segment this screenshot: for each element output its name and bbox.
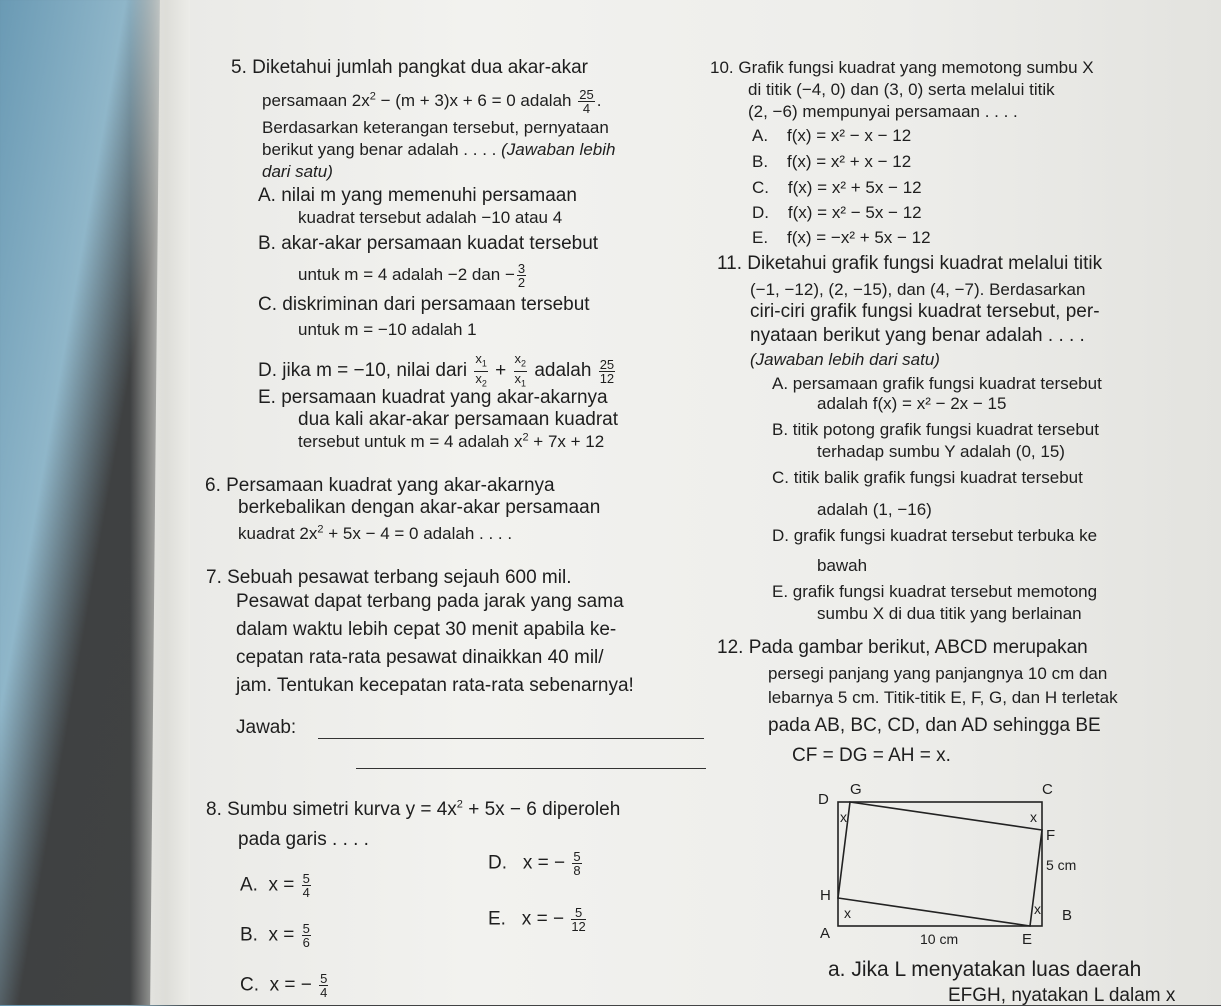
q12-line5: CF = DG = AH = x. (792, 745, 951, 766)
label-a: A (820, 925, 831, 942)
page-edge-shadow (130, 0, 190, 1005)
answer-line-2 (356, 768, 706, 769)
q10-option-a: A. f(x) = x² − x − 12 (752, 126, 912, 145)
label-f: F (1046, 827, 1056, 844)
q10-line2: di titik (−4, 0) dan (3, 0) serta melalui titik (748, 80, 1055, 99)
q8-option-c: C. x = − $\frac{5}{4}$ (240, 971, 328, 1000)
q10-line1: 10. Grafik fungsi kuadrat yang memotong sumbu X (710, 58, 1094, 77)
q7-line1: 7. Sebuah pesawat terbang sejauh 600 mil. (206, 567, 572, 588)
rectangle-efgh-figure (810, 780, 1080, 950)
q8-line1: 8. Sumbu simetri kurva $y = 4x^2 + 5x - 6$ diperoleh (206, 798, 621, 820)
q12-line4: pada AB, BC, CD, dan AD sehingga BE (768, 715, 1101, 736)
q5-option-d: D. jika m = −10, nilai dari $\frac{x_1}{x_2}$ + $\frac{x_2}{x_1}$ adalah $\frac{25}{12}$ (258, 351, 615, 389)
label-length: 10 cm (920, 931, 959, 947)
q10-option-d: D. f(x) = x² − 5x − 12 (752, 203, 922, 222)
q5-line4: berikut yang benar adalah . . . . (Jawaban lebih (262, 140, 616, 159)
q5-option-c-line2: untuk m = −10 adalah 1 (298, 320, 477, 339)
q11-option-b-line2: terhadap sumbu Y adalah (0, 15) (817, 442, 1065, 461)
label-x-bottom: x (1034, 901, 1041, 917)
q5-line5: dari satu) (262, 162, 333, 181)
label-x-right: x (1030, 809, 1037, 825)
q5-option-a-line1: A. nilai m yang memenuhi persamaan (258, 185, 577, 206)
label-x-left: x (844, 905, 851, 921)
label-d: D (818, 791, 829, 808)
q12-part-a-line2: EFGH, nyatakan L dalam x (948, 985, 1176, 1006)
q11-line1: 11. Diketahui grafik fungsi kuadrat melalui titik (717, 253, 1103, 274)
label-h: H (820, 887, 831, 904)
q11-option-d-line2: bawah (817, 556, 868, 575)
q11-option-a-line1: A. persamaan grafik fungsi kuadrat tersebut (772, 374, 1102, 393)
q12-line2: persegi panjang yang panjangnya 10 cm dan (768, 664, 1108, 683)
label-e: E (1022, 931, 1033, 948)
answer-line-1 (318, 738, 704, 739)
q10-option-e: E. f(x) = −x² + 5x − 12 (752, 228, 931, 247)
q6-line2: berkebalikan dengan akar-akar persamaan (238, 497, 601, 518)
q7-line3: dalam waktu lebih cepat 30 menit apabila ke- (236, 619, 617, 640)
label-g: G (850, 781, 862, 798)
q11-option-a-line2: adalah f(x) = x² − 2x − 15 (817, 394, 1007, 413)
q6-line3: kuadrat $2x^2 + 5x - 4 = 0$ adalah . . . . (238, 523, 513, 543)
q5-line3: Berdasarkan keterangan tersebut, pernyataan (262, 118, 609, 137)
q8-option-b: B. x = $\frac{5}{6}$ (240, 921, 310, 950)
label-b: B (1062, 907, 1073, 924)
q8-line2: pada garis . . . . (238, 829, 369, 850)
q11-line2: (−1, −12), (2, −15), dan (4, −7). Berdasarkan (750, 280, 1086, 299)
q11-line3: ciri-ciri grafik fungsi kuadrat tersebut, per- (750, 301, 1100, 322)
q5-option-a-line2: kuadrat tersebut adalah −10 atau 4 (298, 208, 563, 227)
q6-line1: 6. Persamaan kuadrat yang akar-akarnya (205, 475, 555, 496)
q10-option-c: C. f(x) = x² + 5x − 12 (752, 178, 922, 197)
q5-option-e-line3: tersebut untuk m = 4 adalah $x^2 + 7x + 12$ (298, 431, 605, 451)
q5-option-e-line1: E. persamaan kuadrat yang akar-akarnya (258, 387, 608, 408)
q7-line4: cepatan rata-rata pesawat dinaikkan 40 mil/ (236, 647, 604, 668)
q11-line4: nyataan berikut yang benar adalah . . . . (750, 325, 1085, 346)
q10-line3: (2, −6) mempunyai persamaan . . . . (748, 102, 1018, 121)
q11-option-e-line2: sumbu X di dua titik yang berlainan (817, 604, 1082, 623)
rectangle-abcd (838, 802, 1042, 926)
q11-line5: (Jawaban lebih dari satu) (750, 350, 940, 369)
q5-line1: 5. Diketahui jumlah pangkat dua akar-akar (231, 57, 588, 78)
q5-option-c-line1: C. diskriminan dari persamaan tersebut (258, 294, 590, 315)
label-x-top: x (840, 809, 847, 825)
q5-line2: persamaan $2x^2 - (m + 3)x + 6 = 0$ adalah $\frac{25}{4}$ . (262, 87, 602, 116)
q12-line3: lebarnya 5 cm. Titik-titik E, F, G, dan H terletak (768, 688, 1118, 707)
q7-line5: jam. Tentukan kecepatan rata-rata sebenarnya! (236, 675, 634, 696)
label-c: C (1042, 781, 1053, 798)
q11-option-d-line1: D. grafik fungsi kuadrat tersebut terbuka ke (772, 526, 1098, 545)
q12-line1: 12. Pada gambar berikut, ABCD merupakan (717, 637, 1088, 658)
q11-option-b-line1: B. titik potong grafik fungsi kuadrat tersebut (772, 420, 1099, 439)
quadrilateral-efgh (838, 802, 1042, 926)
q7-jawab-label: Jawab: (236, 717, 297, 738)
q8-option-d: D. x = − $\frac{5}{8}$ (488, 849, 581, 878)
q11-option-e-line1: E. grafik fungsi kuadrat tersebut memotong (772, 582, 1098, 601)
q5-option-b-line1: B. akar-akar persamaan kuadat tersebut (258, 233, 599, 254)
q7-line2: Pesawat dapat terbang pada jarak yang sama (236, 591, 624, 612)
q11-option-c-line2: adalah (1, −16) (817, 500, 932, 519)
q11-option-c-line1: C. titik balik grafik fungsi kuadrat tersebut (772, 468, 1083, 487)
q5-option-b-line2: untuk m = 4 adalah −2 dan − $\frac{3}{2}$ (298, 261, 526, 290)
q12-part-a-line1: a. Jika L menyatakan luas daerah (828, 958, 1142, 981)
q5-option-e-line2: dua kali akar-akar persamaan kuadrat (298, 409, 619, 430)
q8-option-a: A. x = $\frac{5}{4}$ (240, 871, 310, 900)
label-width: 5 cm (1046, 857, 1077, 873)
q10-option-b: B. f(x) = x² + x − 12 (752, 152, 912, 171)
q8-option-e: E. x = − $\frac{5}{12}$ (488, 905, 586, 934)
